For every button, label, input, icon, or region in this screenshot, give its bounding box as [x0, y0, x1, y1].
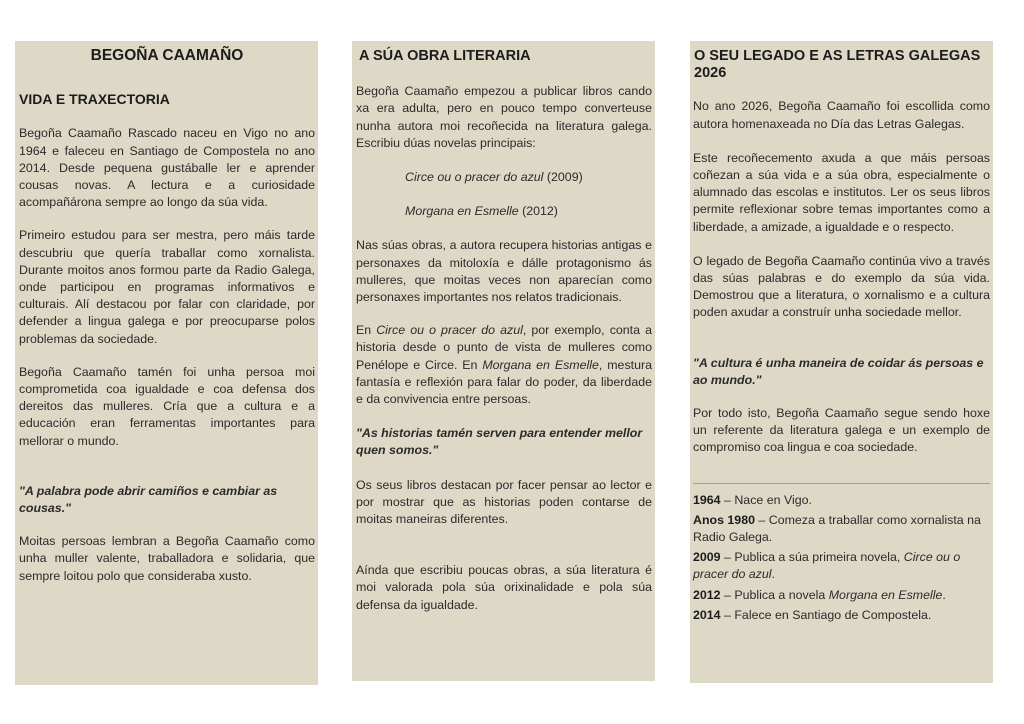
- timeline-text: .: [771, 567, 775, 582]
- quote: "A cultura é unha maneira de coidar ás persoas e ao mundo.": [693, 355, 984, 387]
- book-title: Morgana en Esmelle: [482, 357, 599, 372]
- paragraph: Begoña Caamaño empezou a publicar libros cando xa era adulta, pero en pouco tempo converteuse nunha autora moi recoñecida na literatura galega. Escribiu dúas novelas principais:: [356, 84, 652, 150]
- book-title: Circe ou o pracer do azul: [376, 323, 523, 338]
- timeline-entry: [693, 492, 990, 509]
- paragraph: Begoña Caamaño Rascado naceu en Vigo no ano 1964 e faleceu en Santiago de Compostela no ano 2014. Desde pequena gustáballe ler e aprender cousas novas. A lectura e a curiosidade acompañárona sempre ao longo da súa vida.: [19, 126, 315, 210]
- page-title: BEGOÑA CAAMAÑO: [90, 47, 244, 64]
- timeline-entry: [693, 587, 990, 604]
- paragraph: [356, 322, 652, 408]
- paragraph: Aínda que escribiu poucas obras, a súa literatura é moi valorada pola súa orixinalidade e pola súa defensa da igualdade.: [356, 563, 652, 612]
- section-heading-vida: VIDA E TRAXECTORIA: [19, 91, 170, 108]
- text: En: [356, 323, 377, 338]
- section-heading-obra: A SÚA OBRA LITERARIA: [359, 48, 531, 64]
- timeline-year: 2012: [693, 587, 721, 602]
- section-heading-legado: O SEU LEGADO E AS LETRAS GALEGAS 2026: [694, 48, 981, 82]
- paragraph: Nas súas obras, a autora recupera historias antigas e personaxes da mitoloxía e dálle protagonismo ás mulleres, que moitas veces non aparecían como personaxes importantes nos relatos tradicionais.: [356, 238, 652, 305]
- book-title: Circe ou o pracer do azul: [693, 550, 961, 582]
- timeline: [693, 492, 990, 624]
- timeline-year: 1964: [693, 492, 721, 507]
- paragraph: Por todo isto, Begoña Caamaño segue sendo hoxe un referente da literatura galega e un exemplo de compromiso coa lingua e coa sociedade.: [693, 406, 990, 455]
- paragraph: O legado de Begoña Caamaño continúa vivo a través das súas palabras e do exemplo da súa vida. Demostrou que a literatura, o xornalismo e a cultura poden axudar a construír unha sociedade mellor.: [693, 253, 990, 320]
- book-item: [356, 169, 652, 186]
- book-item: [356, 203, 652, 220]
- timeline-text: – Comeza a traballar como xornalista na Radio Galega.: [693, 512, 981, 545]
- timeline-year: Anos 1980: [693, 512, 755, 527]
- quote: "As historias tamén serven para entender mellor quen somos.": [356, 426, 643, 458]
- timeline-entry: [693, 549, 990, 583]
- timeline-text: .: [927, 607, 932, 622]
- paragraph: Este recoñecemento axuda a que máis persoas coñezan a súa vida e a súa obra, especialmente o alumnado das escolas e institutos. Ler os seus libros permite reflexionar sobre temas importantes como a liberdade, a amizade, a igualdade e o respecto.: [693, 150, 990, 234]
- column-legado: [690, 41, 993, 683]
- text: , por exemplo, conta a historia desde o punto de vista de mulleres como Penélope e Circe. En: [356, 323, 652, 372]
- timeline-entry: [693, 607, 990, 624]
- quote: "A palabra pode abrir camiños e cambiar as cousas.": [19, 483, 278, 516]
- column-vida: [15, 41, 318, 685]
- timeline-text: .: [942, 587, 946, 602]
- book-year: (2012): [522, 204, 558, 219]
- timeline-text: – Publica a súa primeira novela,: [720, 550, 904, 565]
- paragraph: Moitas persoas lembran a Begoña Caamaño como unha muller valente, traballadora e solidaria, que sempre loitou polo que consideraba xusto.: [19, 534, 315, 583]
- paragraph: Os seus libros destacan por facer pensar ao lector e por mostrar que as historias poden contarse de moitas maneiras diferentes.: [356, 477, 652, 527]
- timeline-entry: [693, 512, 990, 546]
- book-year: (2009): [546, 170, 583, 185]
- timeline-text: – Falece en Santiago de Compostela: [720, 607, 928, 622]
- paragraph: Begoña Caamaño tamén foi unha persoa moi comprometida coa igualdade e coa defensa dos dereitos das mulleres. Cría que a cultura e a educación eran ferramentas importantes para mellorar o mundo.: [19, 364, 315, 448]
- book-title: Circe ou o pracer do azul: [405, 170, 544, 185]
- timeline-text: – Nace en Vigo.: [720, 492, 812, 507]
- timeline-year: 2009: [693, 550, 721, 565]
- column-obra: [352, 41, 655, 681]
- paragraph: Primeiro estudou para ser mestra, pero máis tarde descubriu que quería traballar como xornalista. Durante moitos anos formou parte da Radio Galega, onde participou en programas informativos e culturais. Alí destacou por falar con claridade, por defender a lingua galega e por preocuparse polos problemas da sociedade.: [19, 228, 315, 346]
- timeline-year: 2014: [693, 607, 721, 622]
- text: , mestura fantasía e reflexión para falar do poder, da liberdade e da convivencia entre persoas.: [356, 357, 652, 407]
- timeline-text: – Publica a novela: [720, 587, 829, 602]
- paragraph: No ano 2026, Begoña Caamaño foi escollida como autora homenaxeada no Día das Letras Galegas.: [693, 99, 990, 131]
- book-title: Morgana en Esmelle: [405, 204, 519, 219]
- book-title: Morgana en Esmelle: [828, 587, 943, 602]
